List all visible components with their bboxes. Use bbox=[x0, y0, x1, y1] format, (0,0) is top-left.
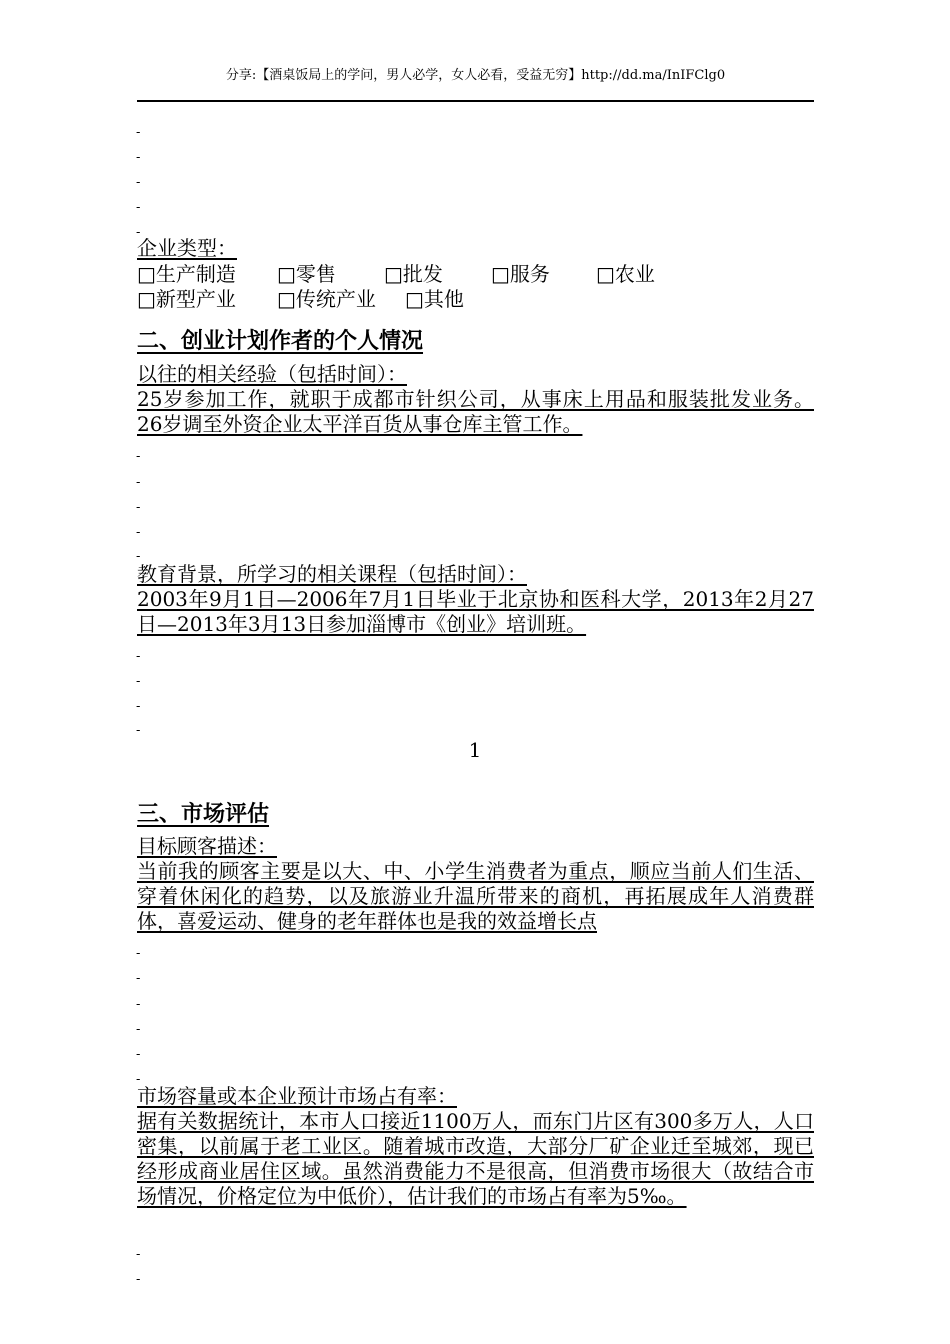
option-service: □服务 bbox=[491, 262, 550, 286]
page-header: 分享:【酒桌饭局上的学问，男人必学，女人必看，受益无穷】http://dd.ma/InIFClg0 bbox=[225, 68, 726, 83]
market-share-text: 据有关数据统计，本市人口接近1100万人，而东门片区有300多万人，人口密集，以前属于老工业区。随着城市改造，大部分厂矿企业迁至城郊，现已经形成商业居住区域。虽然消费能力不是很高，但消费市场很大（故结合市场情况，价格定位为中低价），估计我们的市场占有率为5‰。 bbox=[137, 1109, 814, 1208]
blank-line-mark: - bbox=[136, 946, 141, 961]
section-3-title: 三、市场评估 bbox=[137, 801, 270, 827]
enterprise-type-row-1 bbox=[137, 262, 655, 286]
blank-line-mark: - bbox=[136, 200, 141, 215]
blank-line-mark: - bbox=[136, 125, 141, 140]
blank-line-mark: - bbox=[136, 1047, 141, 1062]
target-customers-text: 当前我的顾客主要是以大、中、小学生消费者为重点，顺应当前人们生活、穿着休闲化的趋势，以及旅游业升温所带来的商机，再拓展成年人消费群体，喜爱运动、健身的老年群体也是我的效益增长点 bbox=[137, 859, 814, 933]
target-customers-label: 目标顾客描述： bbox=[137, 834, 277, 858]
option-other: □其他 bbox=[405, 287, 464, 311]
option-wholesale: □批发 bbox=[384, 262, 443, 286]
blank-line-mark: - bbox=[136, 649, 141, 664]
education-label: 教育背景，所学习的相关课程（包括时间）： bbox=[137, 562, 527, 586]
blank-line-mark: - bbox=[136, 699, 141, 714]
option-manufacturing: □生产制造 bbox=[137, 262, 236, 286]
experience-text: 25岁参加工作，就职于成都市针织公司，从事床上用品和服装批发业务。 26岁调至外资企业太平洋百货从事仓库主管工作。 bbox=[137, 387, 814, 436]
blank-line-mark: - bbox=[136, 1072, 141, 1087]
blank-line-mark: - bbox=[136, 500, 141, 515]
enterprise-type-label: 企业类型： bbox=[137, 236, 237, 260]
experience-label: 以往的相关经验（包括时间）： bbox=[137, 362, 407, 386]
blank-line-mark: - bbox=[136, 475, 141, 490]
blank-line-mark: - bbox=[136, 175, 141, 190]
market-share-label: 市场容量或本企业预计市场占有率： bbox=[137, 1084, 457, 1108]
blank-line-mark: - bbox=[136, 1272, 141, 1287]
option-agriculture: □农业 bbox=[596, 262, 655, 286]
blank-line-mark: - bbox=[136, 150, 141, 165]
blank-line-mark: - bbox=[136, 971, 141, 986]
option-traditional-industry: □传统产业 bbox=[277, 287, 376, 311]
blank-line-mark: - bbox=[136, 997, 141, 1012]
enterprise-type-row-2 bbox=[137, 287, 464, 311]
blank-line-mark: - bbox=[136, 449, 141, 464]
blank-line-mark: - bbox=[136, 549, 141, 564]
blank-line-mark: - bbox=[136, 525, 141, 540]
blank-line-mark: - bbox=[136, 674, 141, 689]
blank-line-mark: - bbox=[136, 1022, 141, 1037]
blank-line-mark: - bbox=[136, 1247, 141, 1262]
header-rule bbox=[137, 100, 814, 102]
blank-line-mark: - bbox=[136, 225, 141, 240]
option-retail: □零售 bbox=[277, 262, 336, 286]
education-text: 2003年9月1日—2006年7月1日毕业于北京协和医科大学，2013年2月27日—2013年3月13日参加淄博市《创业》培训班。 bbox=[137, 587, 814, 636]
option-new-industry: □新型产业 bbox=[137, 287, 236, 311]
page-number: 1 bbox=[468, 738, 482, 762]
blank-line-mark: - bbox=[136, 723, 141, 738]
section-2-title: 二、创业计划作者的个人情况 bbox=[137, 328, 424, 354]
